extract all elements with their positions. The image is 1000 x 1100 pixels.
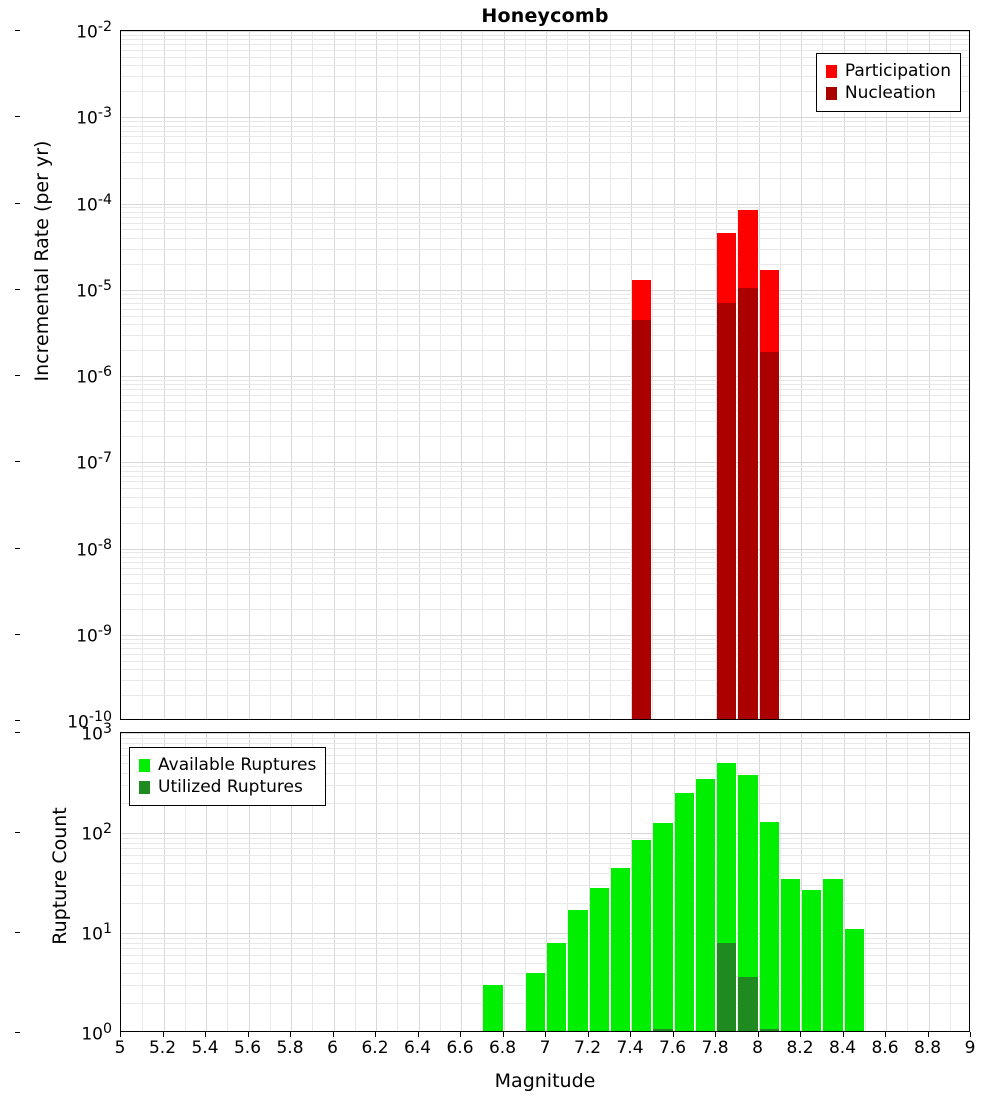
gridline-horizontal xyxy=(121,335,969,336)
gridline-horizontal xyxy=(121,152,969,153)
bar-available-ruptures xyxy=(653,823,672,1032)
bar-available-ruptures xyxy=(802,890,821,1032)
gridline-horizontal xyxy=(121,639,969,640)
gridline-horizontal xyxy=(121,476,969,477)
legend-item-available-ruptures xyxy=(139,754,316,776)
y-tick-mark xyxy=(15,720,20,721)
gridline-horizontal xyxy=(121,117,969,118)
bottom-panel-legend xyxy=(129,747,326,806)
gridline-horizontal xyxy=(121,50,969,51)
gridline-horizontal xyxy=(121,733,969,734)
y-tick xyxy=(20,450,112,474)
gridline-horizontal xyxy=(121,523,969,524)
x-tick-label: 6 xyxy=(327,1038,338,1058)
y-tick-label: $10^1$ xyxy=(81,921,112,945)
gridline-vertical xyxy=(249,31,250,719)
y-tick-mark xyxy=(15,1032,20,1033)
x-tick-label: 9 xyxy=(964,1038,976,1058)
bar-nucleation xyxy=(738,288,757,720)
gridline-horizontal xyxy=(121,833,969,834)
y-tick-mark xyxy=(15,203,20,204)
gridline-horizontal xyxy=(121,552,969,553)
gridline-horizontal xyxy=(121,838,969,839)
gridline-horizontal xyxy=(121,294,969,295)
y-tick xyxy=(20,921,112,945)
gridline-horizontal xyxy=(121,680,969,681)
gridline-vertical xyxy=(822,31,823,719)
gridline-horizontal xyxy=(121,35,969,36)
x-tick-mark xyxy=(418,1032,419,1037)
gridline-vertical xyxy=(950,31,951,719)
gridline-vertical xyxy=(907,733,908,1031)
y-tick-mark xyxy=(15,116,20,117)
gridline-horizontal xyxy=(121,421,969,422)
y-tick xyxy=(20,1021,112,1045)
gridline-vertical xyxy=(950,733,951,1031)
legend-item-utilized-ruptures xyxy=(139,776,316,798)
gridline-vertical xyxy=(185,31,186,719)
gridline-horizontal xyxy=(121,31,969,32)
bottom-panel-y-axis-label: Rupture Count xyxy=(49,807,71,945)
x-tick-label: 7.8 xyxy=(701,1038,729,1058)
bar-available-ruptures xyxy=(696,779,715,1032)
gridline-vertical xyxy=(674,31,675,719)
gridline-horizontal xyxy=(121,654,969,655)
gridline-vertical xyxy=(376,733,377,1031)
bar-available-ruptures xyxy=(675,793,694,1032)
gridline-horizontal xyxy=(121,557,969,558)
gridline-horizontal xyxy=(121,481,969,482)
gridline-horizontal xyxy=(121,264,969,265)
bar-available-ruptures xyxy=(632,840,651,1032)
x-tick-label: 8.6 xyxy=(871,1038,899,1058)
gridline-vertical xyxy=(504,31,505,719)
gridline-horizontal xyxy=(121,661,969,662)
x-tick-label: 7 xyxy=(539,1038,551,1058)
gridline-horizontal xyxy=(121,855,969,856)
x-tick-label: 6.6 xyxy=(446,1038,474,1058)
y-tick-mark xyxy=(15,832,20,833)
x-tick-mark xyxy=(758,1032,759,1037)
gridline-vertical xyxy=(164,31,165,719)
y-tick-label: $10^0$ xyxy=(81,1021,112,1045)
bar-available-ruptures xyxy=(590,888,609,1032)
x-tick-label: 5.4 xyxy=(191,1038,219,1058)
bar-available-ruptures xyxy=(611,868,630,1032)
y-tick-mark xyxy=(15,634,20,635)
x-tick-mark xyxy=(163,1032,164,1037)
y-tick-label: $10^{-3}$ xyxy=(76,105,112,129)
x-tick-mark xyxy=(970,1032,971,1037)
gridline-horizontal xyxy=(121,843,969,844)
gridline-horizontal xyxy=(121,389,969,390)
x-tick-mark xyxy=(120,1032,121,1037)
bar-available-ruptures xyxy=(568,910,587,1032)
gridline-vertical xyxy=(780,31,781,719)
bar-nucleation xyxy=(717,303,736,720)
y-tick xyxy=(20,536,112,561)
gridline-horizontal xyxy=(121,436,969,437)
x-tick-label: 6.2 xyxy=(361,1038,389,1058)
gridline-horizontal xyxy=(121,743,969,744)
gridline-horizontal xyxy=(121,376,969,377)
gridline-horizontal xyxy=(121,249,969,250)
gridline-vertical xyxy=(334,31,335,719)
gridline-vertical xyxy=(695,31,696,719)
gridline-horizontal xyxy=(121,298,969,299)
gridline-horizontal xyxy=(121,574,969,575)
x-tick-mark xyxy=(630,1032,631,1037)
y-tick-label: $10^{-10}$ xyxy=(67,709,112,733)
gridline-vertical xyxy=(440,31,441,719)
gridline-vertical xyxy=(865,31,866,719)
x-tick-mark xyxy=(928,1032,929,1037)
bar-available-ruptures xyxy=(845,929,864,1032)
bar-available-ruptures xyxy=(547,943,566,1032)
y-tick-mark xyxy=(15,461,20,462)
gridline-vertical xyxy=(291,31,292,719)
gridline-vertical xyxy=(801,31,802,719)
x-tick-label: 7.6 xyxy=(658,1038,687,1058)
x-tick-mark xyxy=(205,1032,206,1037)
gridline-vertical xyxy=(461,31,462,719)
y-tick xyxy=(20,105,112,129)
gridline-horizontal xyxy=(121,229,969,230)
bar-nucleation xyxy=(632,320,651,720)
gridline-horizontal xyxy=(121,121,969,122)
x-tick-mark xyxy=(460,1032,461,1037)
gridline-horizontal xyxy=(121,410,969,411)
gridline-horizontal xyxy=(121,738,969,739)
gridline-horizontal xyxy=(121,178,969,179)
legend-item-participation xyxy=(826,60,951,82)
gridline-vertical xyxy=(844,31,845,719)
legend-label-available-ruptures: Available Ruptures xyxy=(158,755,317,775)
gridline-horizontal xyxy=(121,204,969,205)
x-tick-mark xyxy=(375,1032,376,1037)
gridline-horizontal xyxy=(121,695,969,696)
y-tick-label: $10^{-5}$ xyxy=(76,277,112,302)
top-panel-legend xyxy=(816,53,961,112)
gridline-horizontal xyxy=(121,126,969,127)
gridline-horizontal xyxy=(121,238,969,239)
x-tick-mark xyxy=(588,1032,589,1037)
gridline-horizontal xyxy=(121,39,969,40)
gridline-horizontal xyxy=(121,131,969,132)
x-axis-label: Magnitude xyxy=(494,1070,596,1092)
gridline-horizontal xyxy=(121,507,969,508)
x-tick-mark xyxy=(545,1032,546,1037)
gridline-vertical xyxy=(504,733,505,1031)
gridline-horizontal xyxy=(121,217,969,218)
gridline-horizontal xyxy=(121,44,969,45)
gridline-vertical xyxy=(270,31,271,719)
gridline-vertical xyxy=(546,31,547,719)
gridline-horizontal xyxy=(121,594,969,595)
gridline-horizontal xyxy=(121,324,969,325)
gridline-horizontal xyxy=(121,162,969,163)
gridline-vertical xyxy=(525,31,526,719)
legend-swatch-available-ruptures xyxy=(139,759,150,772)
gridline-horizontal xyxy=(121,462,969,463)
x-tick-mark xyxy=(800,1032,801,1037)
gridline-horizontal xyxy=(121,395,969,396)
x-tick-label: 6.4 xyxy=(403,1038,432,1058)
gridline-horizontal xyxy=(121,384,969,385)
gridline-horizontal xyxy=(121,471,969,472)
gridline-vertical xyxy=(355,31,356,719)
x-tick-mark xyxy=(290,1032,291,1037)
y-tick-mark xyxy=(15,932,20,933)
x-tick-mark xyxy=(673,1032,674,1037)
top-panel-plot-area xyxy=(120,30,970,720)
gridline-horizontal xyxy=(121,568,969,569)
gridline-horizontal xyxy=(121,643,969,644)
y-tick xyxy=(20,622,112,647)
gridline-vertical xyxy=(376,31,377,719)
bottom-panel-plot-area xyxy=(120,732,970,1032)
x-tick-mark xyxy=(503,1032,504,1037)
gridline-vertical xyxy=(461,733,462,1031)
x-tick-label: 8.2 xyxy=(786,1038,814,1058)
gridline-horizontal xyxy=(121,316,969,317)
bar-available-ruptures xyxy=(823,879,842,1032)
gridline-horizontal xyxy=(121,648,969,649)
x-tick-label: 8 xyxy=(752,1038,763,1058)
gridline-horizontal xyxy=(121,303,969,304)
gridline-vertical xyxy=(865,733,866,1031)
legend-label-nucleation: Nucleation xyxy=(844,83,936,103)
y-tick-mark xyxy=(15,375,20,376)
gridline-horizontal xyxy=(121,873,969,874)
x-tick-label: 8.4 xyxy=(828,1038,857,1058)
gridline-horizontal xyxy=(121,466,969,467)
gridline-vertical xyxy=(227,31,228,719)
gridline-vertical xyxy=(929,31,930,719)
legend-swatch-utilized-ruptures xyxy=(139,781,150,794)
gridline-horizontal xyxy=(121,380,969,381)
x-tick-label: 5 xyxy=(114,1038,126,1058)
y-tick-label: $10^{-9}$ xyxy=(76,622,112,647)
x-tick-mark xyxy=(248,1032,249,1037)
x-tick-label: 8.8 xyxy=(913,1038,942,1058)
x-tick-mark xyxy=(843,1032,844,1037)
bar-utilized-ruptures xyxy=(738,977,757,1032)
x-tick-mark xyxy=(333,1032,334,1037)
y-tick-mark xyxy=(15,30,20,31)
y-tick-label: $10^{-6}$ xyxy=(76,364,112,388)
gridline-vertical xyxy=(610,31,611,719)
y-tick xyxy=(20,821,112,845)
gridline-horizontal xyxy=(121,488,969,489)
gridline-vertical xyxy=(397,31,398,719)
y-tick-label: $10^2$ xyxy=(81,821,112,845)
gridline-horizontal xyxy=(121,207,969,208)
gridline-vertical xyxy=(929,733,930,1031)
legend-label-utilized-ruptures: Utilized Ruptures xyxy=(158,777,303,797)
y-tick-mark xyxy=(15,289,20,290)
gridline-vertical xyxy=(397,733,398,1031)
x-tick-label: 7.2 xyxy=(573,1038,602,1058)
gridline-horizontal xyxy=(121,583,969,584)
gridline-vertical xyxy=(886,31,887,719)
gridline-vertical xyxy=(419,31,420,719)
page-title: Honeycomb xyxy=(481,5,609,27)
bar-available-ruptures xyxy=(526,973,545,1032)
gridline-horizontal xyxy=(121,309,969,310)
y-tick-label: $10^{-8}$ xyxy=(76,536,112,561)
y-tick-mark xyxy=(15,548,20,549)
x-tick-label: 7.4 xyxy=(616,1038,644,1058)
gridline-vertical xyxy=(355,733,356,1031)
gridline-horizontal xyxy=(121,549,969,550)
gridline-horizontal xyxy=(121,863,969,864)
gridline-horizontal xyxy=(121,290,969,291)
gridline-horizontal xyxy=(121,848,969,849)
gridline-horizontal xyxy=(121,223,969,224)
bar-utilized-ruptures xyxy=(717,943,736,1032)
y-tick xyxy=(20,364,112,388)
gridline-horizontal xyxy=(121,635,969,636)
gridline-vertical xyxy=(440,733,441,1031)
gridline-vertical xyxy=(334,733,335,1031)
y-tick-label: $10^{-2}$ xyxy=(76,19,112,43)
gridline-horizontal xyxy=(121,609,969,610)
gridline-vertical xyxy=(652,31,653,719)
gridline-vertical xyxy=(419,733,420,1031)
y-tick xyxy=(20,19,112,43)
gridline-vertical xyxy=(907,31,908,719)
x-tick-label: 5.2 xyxy=(148,1038,177,1058)
x-tick-label: 5.6 xyxy=(233,1038,262,1058)
legend-swatch-nucleation xyxy=(826,87,837,100)
gridline-vertical xyxy=(589,31,590,719)
bar-utilized-ruptures xyxy=(760,1029,779,1032)
bar-available-ruptures xyxy=(483,985,502,1032)
gridline-horizontal xyxy=(121,562,969,563)
x-tick-mark xyxy=(885,1032,886,1037)
bar-utilized-ruptures xyxy=(653,1029,672,1032)
bar-available-ruptures xyxy=(760,822,779,1032)
gridline-horizontal xyxy=(121,212,969,213)
y-tick xyxy=(20,191,112,216)
gridline-vertical xyxy=(142,31,143,719)
x-tick-label: 5.8 xyxy=(276,1038,304,1058)
gridline-horizontal xyxy=(121,136,969,137)
x-tick-mark xyxy=(715,1032,716,1037)
gridline-horizontal xyxy=(121,350,969,351)
gridline-vertical xyxy=(312,31,313,719)
legend-label-participation: Participation xyxy=(844,61,951,81)
gridline-horizontal xyxy=(121,143,969,144)
y-tick-label: $10^{-4}$ xyxy=(76,191,112,216)
gridline-vertical xyxy=(482,31,483,719)
top-panel-y-axis-label: Incremental Rate (per yr) xyxy=(31,140,53,382)
y-tick-label: $10^3$ xyxy=(81,721,112,745)
legend-item-nucleation xyxy=(826,82,951,104)
gridline-vertical xyxy=(886,733,887,1031)
gridline-vertical xyxy=(206,31,207,719)
gridline-vertical xyxy=(567,31,568,719)
y-tick-label: $10^{-7}$ xyxy=(76,450,112,474)
gridline-horizontal xyxy=(121,669,969,670)
bar-available-ruptures xyxy=(781,879,800,1032)
gridline-horizontal xyxy=(121,497,969,498)
gridline-horizontal xyxy=(121,402,969,403)
y-tick-mark xyxy=(15,732,20,733)
bar-nucleation xyxy=(760,352,779,720)
legend-swatch-participation xyxy=(826,65,837,78)
y-tick xyxy=(20,277,112,302)
x-tick-label: 6.8 xyxy=(488,1038,517,1058)
